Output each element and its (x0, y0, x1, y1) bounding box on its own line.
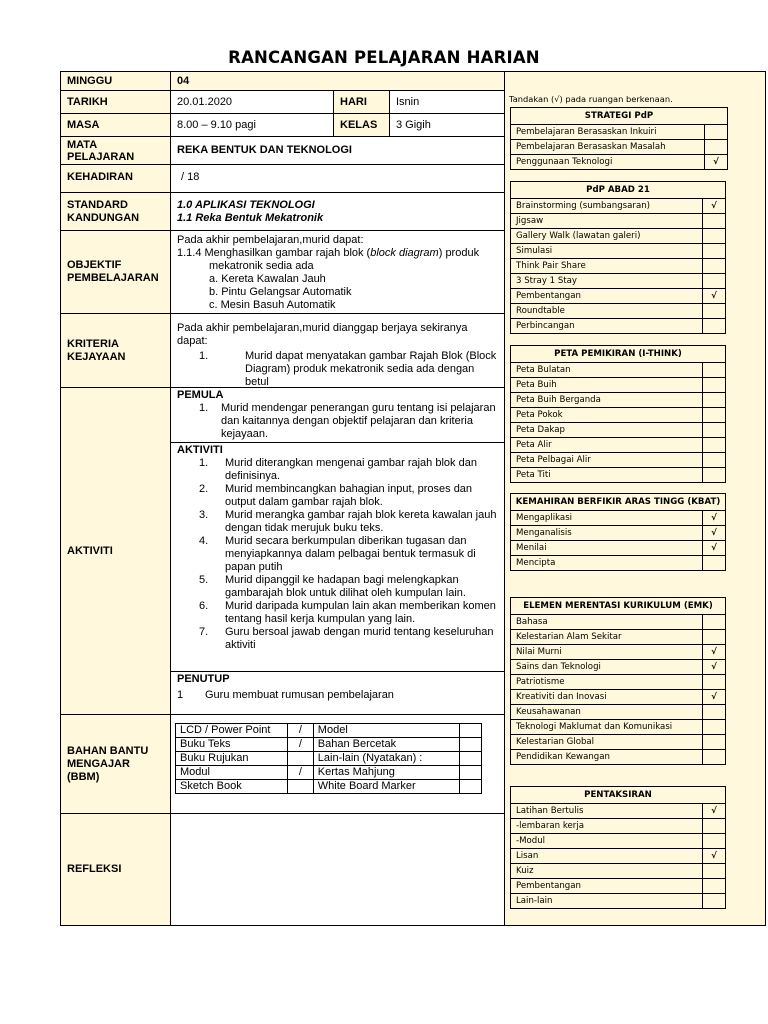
strategi-table (510, 107, 728, 170)
strategi-item: Pembelajaran Berasaskan Masalah (511, 140, 705, 155)
pentaksiran-row (511, 864, 726, 879)
bbm-mark: / (287, 738, 313, 752)
kbat-row (511, 541, 726, 556)
checkmark-cell (703, 735, 726, 750)
objektif-item-b: b. Pintu Gelangsar Automatik (209, 286, 352, 298)
emk-row (511, 735, 726, 750)
abad21-row (511, 304, 726, 319)
checkmark-cell (703, 229, 726, 244)
kriteria-item: 1. Murid dapat menyatakan gambar Rajah Blok (Block Diagram) produk mekatronik sedia ada dengan betul (199, 350, 497, 388)
pentaksiran-row (511, 849, 726, 864)
bbm-item: Lain-lain (Nyatakan) : (313, 752, 459, 766)
pentaksiran-row (511, 879, 726, 894)
label-tarikh: TARIKH (60, 90, 171, 114)
checkmark-cell: √ (703, 526, 726, 541)
emk-row (511, 615, 726, 630)
value-minggu: 04 (170, 71, 505, 91)
pentaksiran-row (511, 804, 726, 819)
bbm-item: Modul (176, 766, 288, 780)
ithink-item: Peta Alir (511, 438, 703, 453)
emk-item: Kelestarian Global (511, 735, 703, 750)
pemula-heading: PEMULA (177, 389, 224, 401)
abad21-item: Think Pair Share (511, 259, 703, 274)
value-kelas: 3 Gigih (389, 113, 505, 137)
bbm-item: Buku Rujukan (176, 752, 288, 766)
checkmark-cell: √ (705, 155, 728, 170)
abad21-row (511, 199, 726, 214)
objektif-item-c: c. Mesin Basuh Automatik (209, 299, 336, 311)
label-kriteria: KRITERIA KEJAYAAN (60, 313, 171, 388)
objektif-item-a: a. Kereta Kawalan Jauh (209, 273, 326, 285)
penutup-item: 1 Guru membuat rumusan pembelajaran (177, 689, 394, 701)
abad21-row (511, 259, 726, 274)
aktiviti-item: 5. Murid dipanggil ke hadapan bagi melengkapkan gambarajah blok untuk dilihat oleh kumpulan lain. (199, 574, 466, 599)
bbm-row (176, 724, 482, 738)
checkmark-cell (703, 819, 726, 834)
label-objektif: OBJEKTIF PEMBELAJARAN (60, 230, 171, 314)
pentaksiran-item: -Modul (511, 834, 703, 849)
aktiviti-item: 6. Murid daripada kumpulan lain akan memberikan komen tentang hasil kerja kumpulan yang lain. (199, 600, 496, 625)
abad21-item: Roundtable (511, 304, 703, 319)
abad21-item: Gallery Walk (lawatan galeri) (511, 229, 703, 244)
abad21-title: PdP ABAD 21 (511, 182, 726, 199)
pentaksiran-item: Latihan Bertulis (511, 804, 703, 819)
instruction-note: Tandakan (√) pada ruangan berkenaan. (509, 94, 673, 104)
kbat-item: Menilai (511, 541, 703, 556)
label-kehadiran: KEHADIRAN (60, 164, 171, 193)
bbm-item: White Board Marker (313, 780, 459, 794)
label-minggu: MINGGU (60, 71, 171, 91)
ithink-row (511, 453, 726, 468)
aktiviti-cell (170, 442, 505, 672)
bbm-row (176, 738, 482, 752)
abad21-item: Pembentangan (511, 289, 703, 304)
ithink-title: PETA PEMIKIRAN (I-THINK) (511, 346, 726, 363)
abad21-row (511, 229, 726, 244)
label-hari: HARI (333, 90, 390, 114)
checkmark-cell (703, 556, 726, 571)
bbm-row (176, 752, 482, 766)
bbm-mark: / (287, 766, 313, 780)
emk-row (511, 720, 726, 735)
abad21-item: Simulasi (511, 244, 703, 259)
ithink-item: Peta Titi (511, 468, 703, 483)
checkmark-cell (703, 319, 726, 334)
aktiviti-item: 4. Murid secara berkumpulan diberikan tugasan dan menyiapkannya dalam pelbagai bentuk termasuk di papan putih (199, 535, 476, 573)
checkmark-cell (703, 363, 726, 378)
pemula-item: 1. Murid mendengar penerangan guru tentang isi pelajaran dan kaitannya dengan objektif pelajaran dan kriteria kejayaan. (199, 402, 496, 440)
pentaksiran-row (511, 819, 726, 834)
bbm-table (175, 723, 482, 794)
bbm-item: Kertas Mahjung (313, 766, 459, 780)
checkmark-cell (703, 630, 726, 645)
standard-kandungan-cell (170, 192, 505, 231)
emk-table (510, 597, 726, 765)
pentaksiran-item: Pembentangan (511, 879, 703, 894)
checkmark-cell: √ (703, 849, 726, 864)
emk-item: Teknologi Maklumat dan Komunikasi (511, 720, 703, 735)
kriteria-intro: Pada akhir pembelajaran,murid dianggap berjaya sekiranya dapat: (177, 322, 468, 347)
abad21-row (511, 244, 726, 259)
ithink-item: Peta Buih Berganda (511, 393, 703, 408)
pentaksiran-row (511, 834, 726, 849)
value-tarikh: 20.01.2020 (170, 90, 334, 114)
aktiviti-heading: AKTIVITI (177, 444, 223, 456)
bbm-row (176, 766, 482, 780)
pentaksiran-row (511, 894, 726, 909)
checkmark-cell (703, 864, 726, 879)
bbm-item: Model (313, 724, 459, 738)
label-bbm: BAHAN BANTU MENGAJAR (BBM) (60, 714, 171, 814)
value-kehadiran: / 18 (170, 164, 505, 193)
ithink-item: Peta Bulatan (511, 363, 703, 378)
kriteria-cell (170, 313, 505, 388)
abad21-item: 3 Stray 1 Stay (511, 274, 703, 289)
emk-item: Sains dan Teknologi (511, 660, 703, 675)
strategi-row (511, 155, 728, 170)
emk-row (511, 705, 726, 720)
checkmark-cell (703, 615, 726, 630)
checkmark-cell: √ (703, 804, 726, 819)
label-masa: MASA (60, 113, 171, 137)
label-refleksi: REFLEKSI (60, 813, 171, 926)
abad21-item: Perbincangan (511, 319, 703, 334)
refleksi-cell (170, 813, 505, 926)
penutup-heading: PENUTUP (177, 673, 230, 685)
objektif-intro: Pada akhir pembelajaran,murid dapat: (177, 234, 364, 246)
emk-item: Pendidikan Kewangan (511, 750, 703, 765)
pentaksiran-item: Kuiz (511, 864, 703, 879)
penutup-cell (170, 671, 505, 715)
strategi-item: Penggunaan Teknologi (511, 155, 705, 170)
checkmark-cell (703, 879, 726, 894)
bbm-mark (460, 780, 482, 794)
emk-item: Kreativiti dan Inovasi (511, 690, 703, 705)
kbat-title: KEMAHIRAN BERFIKIR ARAS TINGG (KBAT) (511, 494, 726, 511)
checkmark-cell: √ (703, 541, 726, 556)
aktiviti-item: 1. Murid diterangkan mengenai gambar rajah blok dan definisinya. (199, 457, 477, 482)
checkmark-cell (703, 393, 726, 408)
ithink-item: Peta Pelbagai Alir (511, 453, 703, 468)
checkmark-cell (705, 125, 728, 140)
bbm-mark: / (287, 724, 313, 738)
kbat-item: Mengaplikasi (511, 511, 703, 526)
checkmark-cell: √ (703, 199, 726, 214)
abad21-row (511, 214, 726, 229)
aktiviti-item: 7. Guru bersoal jawab dengan murid tentang keseluruhan aktiviti (199, 626, 494, 651)
label-aktiviti: AKTIVITI (60, 387, 171, 715)
ithink-item: Peta Dakap (511, 423, 703, 438)
checkmark-cell (703, 378, 726, 393)
label-standard-kandungan: STANDARD KANDUNGAN (60, 192, 171, 231)
aktiviti-list (177, 457, 498, 652)
ithink-row (511, 393, 726, 408)
pentaksiran-table (510, 786, 726, 909)
bbm-item: Bahan Bercetak (313, 738, 459, 752)
emk-row (511, 645, 726, 660)
aktiviti-item: 3. Murid merangka gambar rajah blok kereta kawalan jauh dengan tidak merujuk buku teks. (199, 509, 497, 534)
objektif-code: 1.1.4 Menghasilkan gambar rajah blok (block diagram) produk (177, 247, 480, 259)
abad21-item: Jigsaw (511, 214, 703, 229)
checkmark-cell (703, 675, 726, 690)
ithink-row (511, 378, 726, 393)
objektif-cont: mekatronik sedia ada (209, 260, 314, 272)
checkmark-cell: √ (703, 690, 726, 705)
ithink-row (511, 408, 726, 423)
bbm-item: LCD / Power Point (176, 724, 288, 738)
bbm-mark (460, 752, 482, 766)
bbm-mark (287, 752, 313, 766)
bbm-mark (287, 780, 313, 794)
value-mata-pelajaran: REKA BENTUK DAN TEKNOLOGI (170, 136, 505, 165)
bbm-mark (460, 724, 482, 738)
bbm-row (176, 780, 482, 794)
checkmark-cell (703, 894, 726, 909)
page-title: RANCANGAN PELAJARAN HARIAN (228, 48, 540, 67)
aktiviti-item: 2. Murid membincangkan bahagian input, proses dan output dalam gambar rajah blok. (199, 483, 473, 508)
label-mata-pelajaran: MATA PELAJARAN (60, 136, 171, 165)
pentaksiran-item: Lisan (511, 849, 703, 864)
abad21-table (510, 181, 726, 334)
emk-item: Patriotisme (511, 675, 703, 690)
checkmark-cell: √ (703, 511, 726, 526)
emk-item: Keusahawanan (511, 705, 703, 720)
pemula-cell (170, 387, 505, 443)
pentaksiran-title: PENTAKSIRAN (511, 787, 726, 804)
kbat-item: Mencipta (511, 556, 703, 571)
emk-item: Nilai Murni (511, 645, 703, 660)
checkmark-cell (703, 214, 726, 229)
ithink-row (511, 423, 726, 438)
ithink-item: Peta Pokok (511, 408, 703, 423)
kbat-row (511, 526, 726, 541)
emk-row (511, 630, 726, 645)
strategi-item: Pembelajaran Berasaskan Inkuiri (511, 125, 705, 140)
checkmark-cell: √ (703, 645, 726, 660)
checkmark-cell (703, 423, 726, 438)
bbm-mark (460, 766, 482, 780)
strategi-row (511, 125, 728, 140)
bbm-item: Sketch Book (176, 780, 288, 794)
checkmark-cell (703, 274, 726, 289)
ithink-item: Peta Buih (511, 378, 703, 393)
value-masa: 8.00 – 9.10 pagi (170, 113, 334, 137)
standard-kandungan-2: 1.1 Reka Bentuk Mekatronik (177, 211, 324, 224)
emk-item: Bahasa (511, 615, 703, 630)
checkmark-cell (703, 720, 726, 735)
emk-item: Kelestarian Alam Sekitar (511, 630, 703, 645)
ithink-row (511, 468, 726, 483)
checkmark-cell: √ (703, 660, 726, 675)
standard-kandungan-1: 1.0 APLIKASI TEKNOLOGI (177, 198, 315, 211)
emk-row (511, 675, 726, 690)
abad21-item: Brainstorming (sumbangsaran) (511, 199, 703, 214)
checkmark-cell: √ (703, 289, 726, 304)
checkmark-cell (703, 453, 726, 468)
checkmark-cell (703, 304, 726, 319)
strategi-title: STRATEGI PdP (511, 108, 728, 125)
checkmark-cell (703, 834, 726, 849)
ithink-row (511, 363, 726, 378)
kbat-row (511, 556, 726, 571)
kbat-item: Menganalisis (511, 526, 703, 541)
pentaksiran-item: -lembaran kerja (511, 819, 703, 834)
abad21-row (511, 319, 726, 334)
checkmark-cell (703, 705, 726, 720)
checkmark-cell (703, 259, 726, 274)
emk-row (511, 660, 726, 675)
ithink-row (511, 438, 726, 453)
checkmark-cell (703, 244, 726, 259)
checkmark-cell (703, 750, 726, 765)
checkmark-cell (703, 438, 726, 453)
kbat-table (510, 493, 726, 571)
ithink-table (510, 345, 726, 483)
checkmark-cell (705, 140, 728, 155)
label-kelas: KELAS (333, 113, 390, 137)
abad21-row (511, 289, 726, 304)
emk-row (511, 690, 726, 705)
value-hari: Isnin (389, 90, 505, 114)
emk-title: ELEMEN MERENTASI KURIKULUM (EMK) (511, 598, 726, 615)
objektif-cell (170, 230, 505, 314)
strategi-row (511, 140, 728, 155)
kbat-row (511, 511, 726, 526)
checkmark-cell (703, 468, 726, 483)
bbm-item: Buku Teks (176, 738, 288, 752)
checkmark-cell (703, 408, 726, 423)
bbm-mark (460, 738, 482, 752)
emk-row (511, 750, 726, 765)
abad21-row (511, 274, 726, 289)
pentaksiran-item: Lain-lain (511, 894, 703, 909)
